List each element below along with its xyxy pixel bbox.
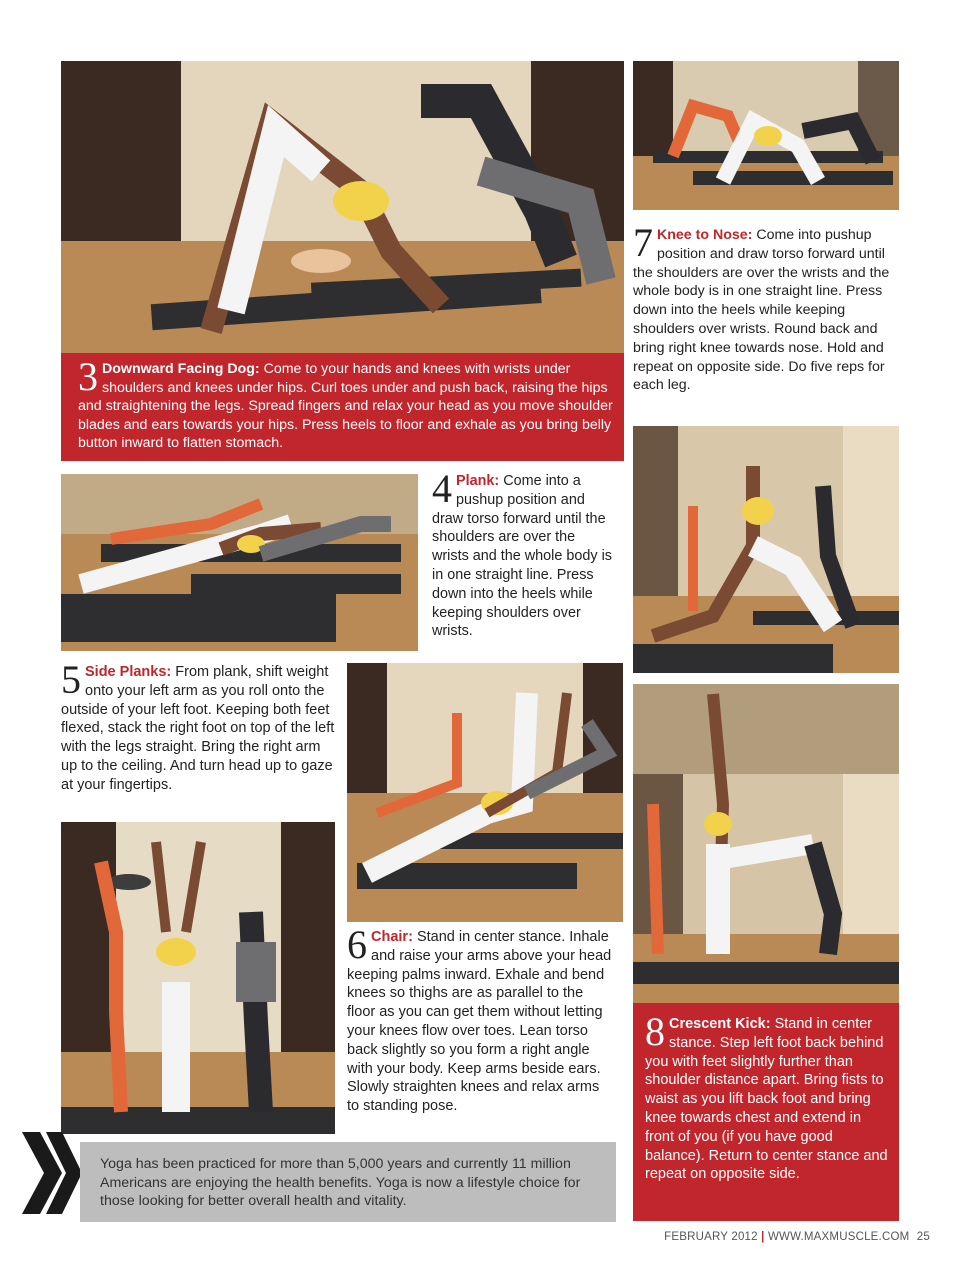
- step-7-text: [633, 220, 899, 395]
- step-4-number: 4: [432, 466, 452, 511]
- photo-crescent-kick: [633, 684, 899, 1003]
- footer-date: FEBRUARY 2012: [664, 1231, 758, 1243]
- photo-side-plank: [347, 663, 623, 922]
- photo-chair: [61, 822, 335, 1134]
- step-7-number: 7: [633, 220, 653, 265]
- photo-crescent-lunge: [633, 426, 899, 673]
- step-4-body: Come into a pushup position and draw torso forward until the shoulders are over the wrists and the whole body is in one straight line. Press down into the heels while keeping shoulders over wrists.: [432, 473, 612, 640]
- step-5-title: Side Planks:: [85, 664, 172, 680]
- step-5-number: 5: [61, 657, 81, 702]
- step-6-text: [347, 922, 615, 1116]
- step-8-body: Stand in center stance. Step left foot back behind you with feet slightly further than shoulder distance apart. Bring fists to waist as you lift back foot and bring knee towards chest and extend in front of you (if you have good balance). Return to center stance and repeat on opposite side.: [645, 1016, 888, 1183]
- step-5-text: [61, 657, 336, 795]
- step-3-box: [61, 353, 624, 461]
- step-8-box: [633, 1003, 899, 1221]
- step-8-number: 8: [645, 1009, 665, 1054]
- step-3-body: Come to your hands and knees with wrists under shoulders and knees under hips. Curl toes under and push back, raising the hips and straightening the legs. Spread fingers and relax your head as you move shoulder blades and ears towards your hips. Press heels to floor and exhale as you bring belly button inward to flatten stomach.: [78, 361, 613, 452]
- photo-downward-dog: [61, 61, 624, 353]
- step-3-number: 3: [78, 354, 98, 399]
- yoga-callout-box: [80, 1142, 616, 1222]
- page-footer: [664, 1231, 930, 1243]
- step-6-number: 6: [347, 922, 367, 967]
- photo-knee-to-nose: [633, 61, 899, 210]
- photo-plank: [61, 474, 418, 651]
- footer-site: WWW.MAXMUSCLE.COM: [767, 1231, 910, 1243]
- step-7-body: Come into pushup position and draw torso forward until the shoulders are over the wrists and the whole body is in one straight line. Press down into the heels while keeping shoulders over wrists. Round back and bring right knee towards nose. Hold and repeat on opposite side. Do five reps for each leg.: [633, 227, 890, 394]
- footer-separator: |: [761, 1231, 768, 1243]
- step-8-title: Crescent Kick:: [669, 1016, 771, 1032]
- chevron-arrows-icon: [22, 1132, 82, 1214]
- step-7-title: Knee to Nose:: [657, 227, 753, 243]
- step-4-title: Plank:: [456, 473, 500, 489]
- step-6-body: Stand in center stance. Inhale and raise your arms above your head keeping palms inward. Exhale and bend knees so thighs are as parallel to the floor as you can get them without letting your knees flow over toes. Lean torso back slightly so you form a right angle with your body. Keep arms beside ears. Slowly straighten knees and relax arms to standing pose.: [347, 929, 612, 1115]
- yoga-callout-text: Yoga has been practiced for more than 5,000 years and currently 11 million Americans are enjoying the health benefits. Yoga is now a lifestyle choice for those looking for better overall health and vitality.: [100, 1156, 581, 1209]
- footer-page-number: 25: [916, 1231, 930, 1243]
- step-6-title: Chair:: [371, 929, 413, 945]
- step-5-body: From plank, shift weight onto your left arm as you roll onto the outside of your left foot. Keeping both feet flexed, stack the right foot on top of the left with the legs straight. Bring the right arm up to the ceiling. And turn head up to gaze at your fingertips.: [61, 664, 335, 793]
- step-3-title: Downward Facing Dog:: [102, 361, 260, 377]
- step-4-text: [432, 466, 612, 641]
